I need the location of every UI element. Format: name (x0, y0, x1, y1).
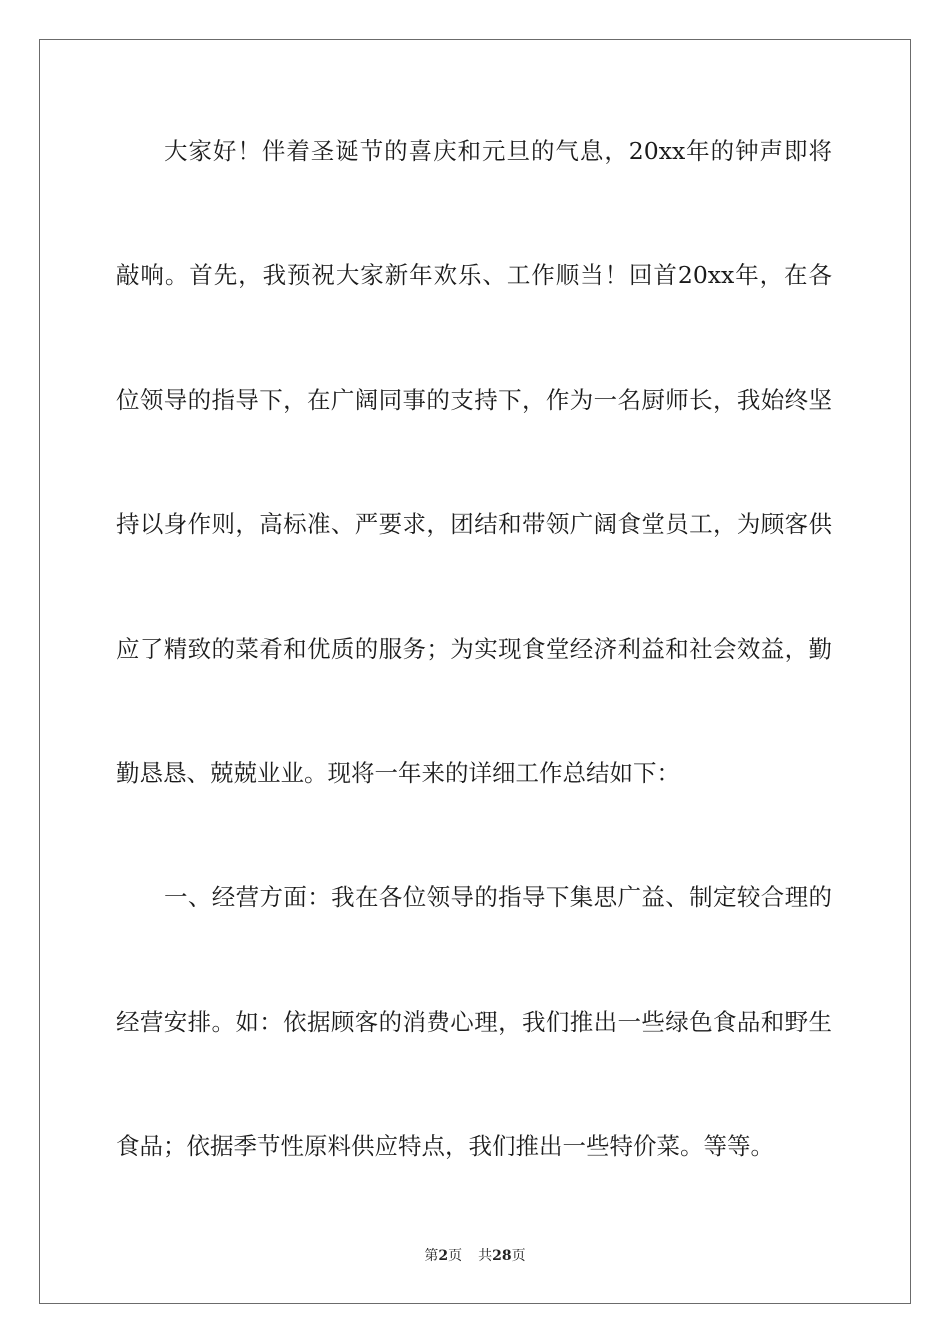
total-pages: 28 (492, 1248, 512, 1264)
paragraph-line-4: 持以身作则，高标准、严要求，团结和带领广阔食堂员工，为顾客供 (116, 510, 832, 538)
page-frame (39, 39, 911, 1304)
page-number: 2 (438, 1248, 449, 1264)
paragraph-line-5: 应了精致的菜肴和优质的服务；为实现食堂经济利益和社会效益，勤 (116, 635, 832, 663)
paragraph-line-3: 位领导的指导下，在广阔同事的支持下，作为一名厨师长，我始终坚 (116, 386, 832, 414)
paragraph-line-1: 大家好！伴着圣诞节的喜庆和元旦的气息，20xx年的钟声即将 (164, 137, 832, 165)
paragraph-line-9: 食品；依据季节性原料供应特点，我们推出一些特价菜。等等。 (116, 1132, 774, 1160)
page-prefix: 第 (424, 1248, 439, 1264)
page-suffix: 页 (448, 1248, 463, 1264)
page-footer (0, 1246, 950, 1266)
total-suffix: 页 (511, 1248, 526, 1264)
paragraph-line-2: 敲响。首先，我预祝大家新年欢乐、工作顺当！回首20xx年，在各 (116, 261, 832, 289)
paragraph-line-7: 一、经营方面：我在各位领导的指导下集思广益、制定较合理的 (164, 883, 832, 911)
paragraph-line-8: 经营安排。如：依据顾客的消费心理，我们推出一些绿色食品和野生 (116, 1008, 832, 1036)
paragraph-line-6: 勤恳恳、兢兢业业。现将一年来的详细工作总结如下： (116, 759, 680, 787)
total-prefix: 共 (478, 1248, 493, 1264)
